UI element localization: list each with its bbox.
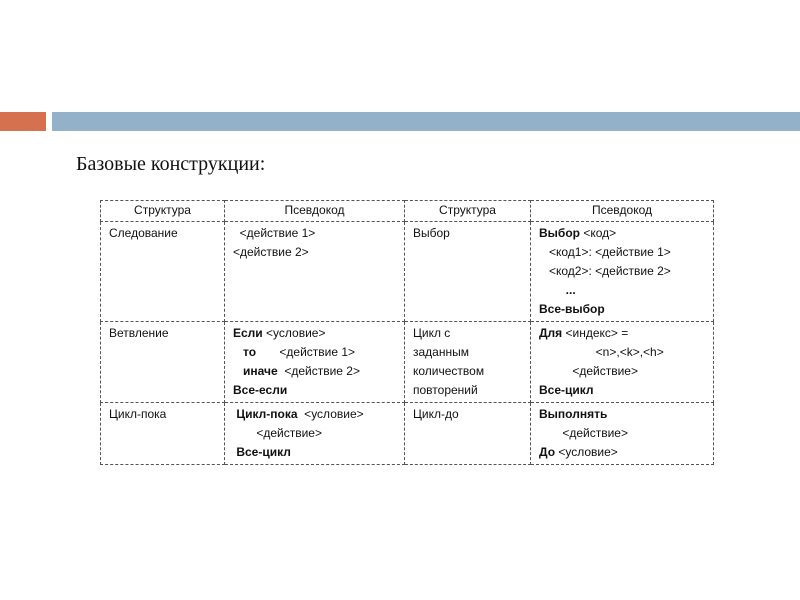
constructs-table-container	[100, 200, 713, 462]
header-pseudocode-2: Псевдокод	[531, 201, 714, 222]
code-line	[539, 324, 705, 343]
structure-cell	[101, 322, 225, 403]
code-line: <действие>	[539, 364, 638, 378]
structure-label: Следование	[109, 226, 178, 240]
pseudocode-cell	[225, 322, 405, 403]
code-keyword: Все-выбор	[539, 302, 605, 316]
code-line: <действие 2>	[233, 245, 309, 259]
code-text: <условие>	[297, 407, 364, 421]
code-line: <действие 1>	[233, 226, 316, 240]
structure-label: Выбор	[413, 226, 450, 240]
structure-label-line: количеством	[413, 364, 485, 378]
accent-bar	[0, 112, 46, 131]
structure-cell	[405, 403, 531, 465]
code-keyword: то	[233, 345, 257, 359]
pseudocode-cell	[531, 403, 714, 465]
code-text: <условие>	[262, 326, 326, 340]
pseudocode-cell	[531, 222, 714, 322]
code-keyword: Цикл-пока	[233, 407, 298, 421]
code-line	[233, 343, 396, 362]
table-row-sequence	[101, 222, 714, 322]
structure-cell	[101, 222, 225, 322]
structure-label-line: заданным	[413, 345, 469, 359]
code-line	[539, 443, 705, 462]
table-row-while-loop	[101, 403, 714, 465]
code-line	[539, 224, 705, 243]
code-line: <код1>: <действие 1>	[539, 245, 671, 259]
table-row-branching	[101, 322, 714, 403]
code-text: <действие 1>	[256, 345, 356, 359]
constructs-table	[100, 200, 714, 465]
structure-cell	[101, 403, 225, 465]
code-line	[233, 405, 396, 424]
header-structure-2: Структура	[405, 201, 531, 222]
code-keyword: иначе	[233, 364, 278, 378]
pseudocode-cell	[225, 403, 405, 465]
code-line: ...	[539, 283, 576, 297]
structure-cell	[405, 222, 531, 322]
code-text: <код>	[580, 226, 617, 240]
slide-heading: Базовые конструкции:	[76, 153, 266, 175]
code-text: <действие 2>	[277, 364, 360, 378]
structure-label-line: Цикл с	[413, 326, 451, 340]
structure-label: Ветвление	[109, 326, 169, 340]
code-line: <код2>: <действие 2>	[539, 264, 671, 278]
code-line: <n>,<k>,<h>	[539, 345, 664, 359]
code-line: <действие>	[233, 426, 322, 440]
code-line: <действие>	[539, 426, 628, 440]
structure-cell	[405, 322, 531, 403]
header-pseudocode-1: Псевдокод	[225, 201, 405, 222]
code-keyword: Все-цикл	[539, 383, 594, 397]
code-keyword: До	[539, 445, 556, 459]
code-text: <условие>	[555, 445, 618, 459]
code-keyword: Выполнять	[539, 407, 608, 421]
structure-label-line: повторений	[413, 383, 478, 397]
structure-label: Цикл-до	[413, 407, 459, 421]
structure-label: Цикл-пока	[109, 407, 167, 421]
code-keyword: Для	[539, 326, 563, 340]
pseudocode-cell	[225, 222, 405, 322]
code-text: <индекс> =	[562, 326, 629, 340]
header-structure-1: Структура	[101, 201, 225, 222]
table-header-row	[101, 201, 714, 222]
code-keyword: Выбор	[539, 226, 580, 240]
code-keyword: Все-цикл	[233, 445, 291, 459]
pseudocode-cell	[531, 322, 714, 403]
title-bar	[52, 112, 800, 131]
code-keyword: Если	[233, 326, 263, 340]
code-keyword: Все-если	[233, 383, 288, 397]
code-line	[233, 324, 396, 343]
code-line	[233, 362, 396, 381]
